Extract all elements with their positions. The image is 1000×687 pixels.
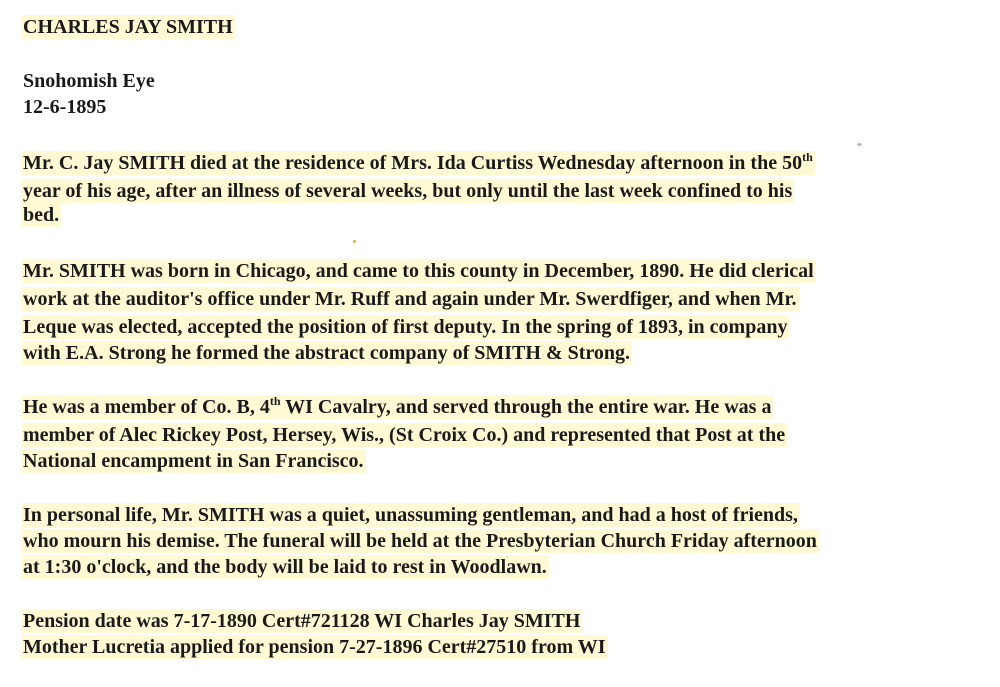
paragraph-3-line-3: National encampment in San Francisco. <box>23 450 364 472</box>
pension-line-1: Pension date was 7-17-1890 Cert#721128 WI Charles Jay SMITH <box>23 610 581 632</box>
paragraph-2-line-3: Leque was elected, accepted the position of first deputy. In the spring of 1893, in company <box>23 316 788 338</box>
p1-line-1-text: Mr. C. Jay SMITH died at the residence of Mrs. Ida Curtiss Wednesday afternoon in the 50 <box>23 152 803 174</box>
p3-ordinal-suffix: th <box>269 394 281 408</box>
paragraph-2-line-2: work at the auditor's office under Mr. Ruff and again under Mr. Swerdfiger, and when Mr. <box>23 288 797 310</box>
paragraph-1-line-3: bed. <box>23 204 60 226</box>
document-title: CHARLES JAY SMITH <box>23 16 233 38</box>
paragraph-2-line-1: Mr. SMITH was born in Chicago, and came to this county in December, 1890. He did clerical <box>23 260 814 282</box>
paragraph-1-line-2: year of his age, after an illness of several weeks, but only until the last week confined to his <box>23 180 793 202</box>
p3-line-1-text-a: He was a member of Co. B, 4 <box>23 396 270 418</box>
scan-speck <box>353 240 356 243</box>
paragraph-3-line-1 <box>22 395 773 419</box>
source-publication: Snohomish Eye <box>23 70 155 92</box>
paragraph-4-line-1: In personal life, Mr. SMITH was a quiet, unassuming gentleman, and had a host of friends, <box>23 504 798 526</box>
paragraph-4-line-3: at 1:30 o'clock, and the body will be laid to rest in Woodlawn. <box>23 556 547 578</box>
pension-line-2: Mother Lucretia applied for pension 7-27-1896 Cert#27510 from WI <box>23 636 606 658</box>
p3-line-1-text-b: WI Cavalry, and served through the entire war. He was a <box>280 396 772 418</box>
paragraph-3-line-2: member of Alec Rickey Post, Hersey, Wis., (St Croix Co.) and represented that Post at the <box>23 424 786 446</box>
p1-ordinal-suffix: th <box>802 150 813 164</box>
paragraph-4-line-2: who mourn his demise. The funeral will be held at the Presbyterian Church Friday afternoon <box>23 530 817 552</box>
source-date: 12-6-1895 <box>23 96 107 118</box>
scan-speck <box>857 143 862 146</box>
paragraph-1-line-1 <box>22 151 815 175</box>
paragraph-2-line-4: with E.A. Strong he formed the abstract company of SMITH & Strong. <box>23 342 631 364</box>
